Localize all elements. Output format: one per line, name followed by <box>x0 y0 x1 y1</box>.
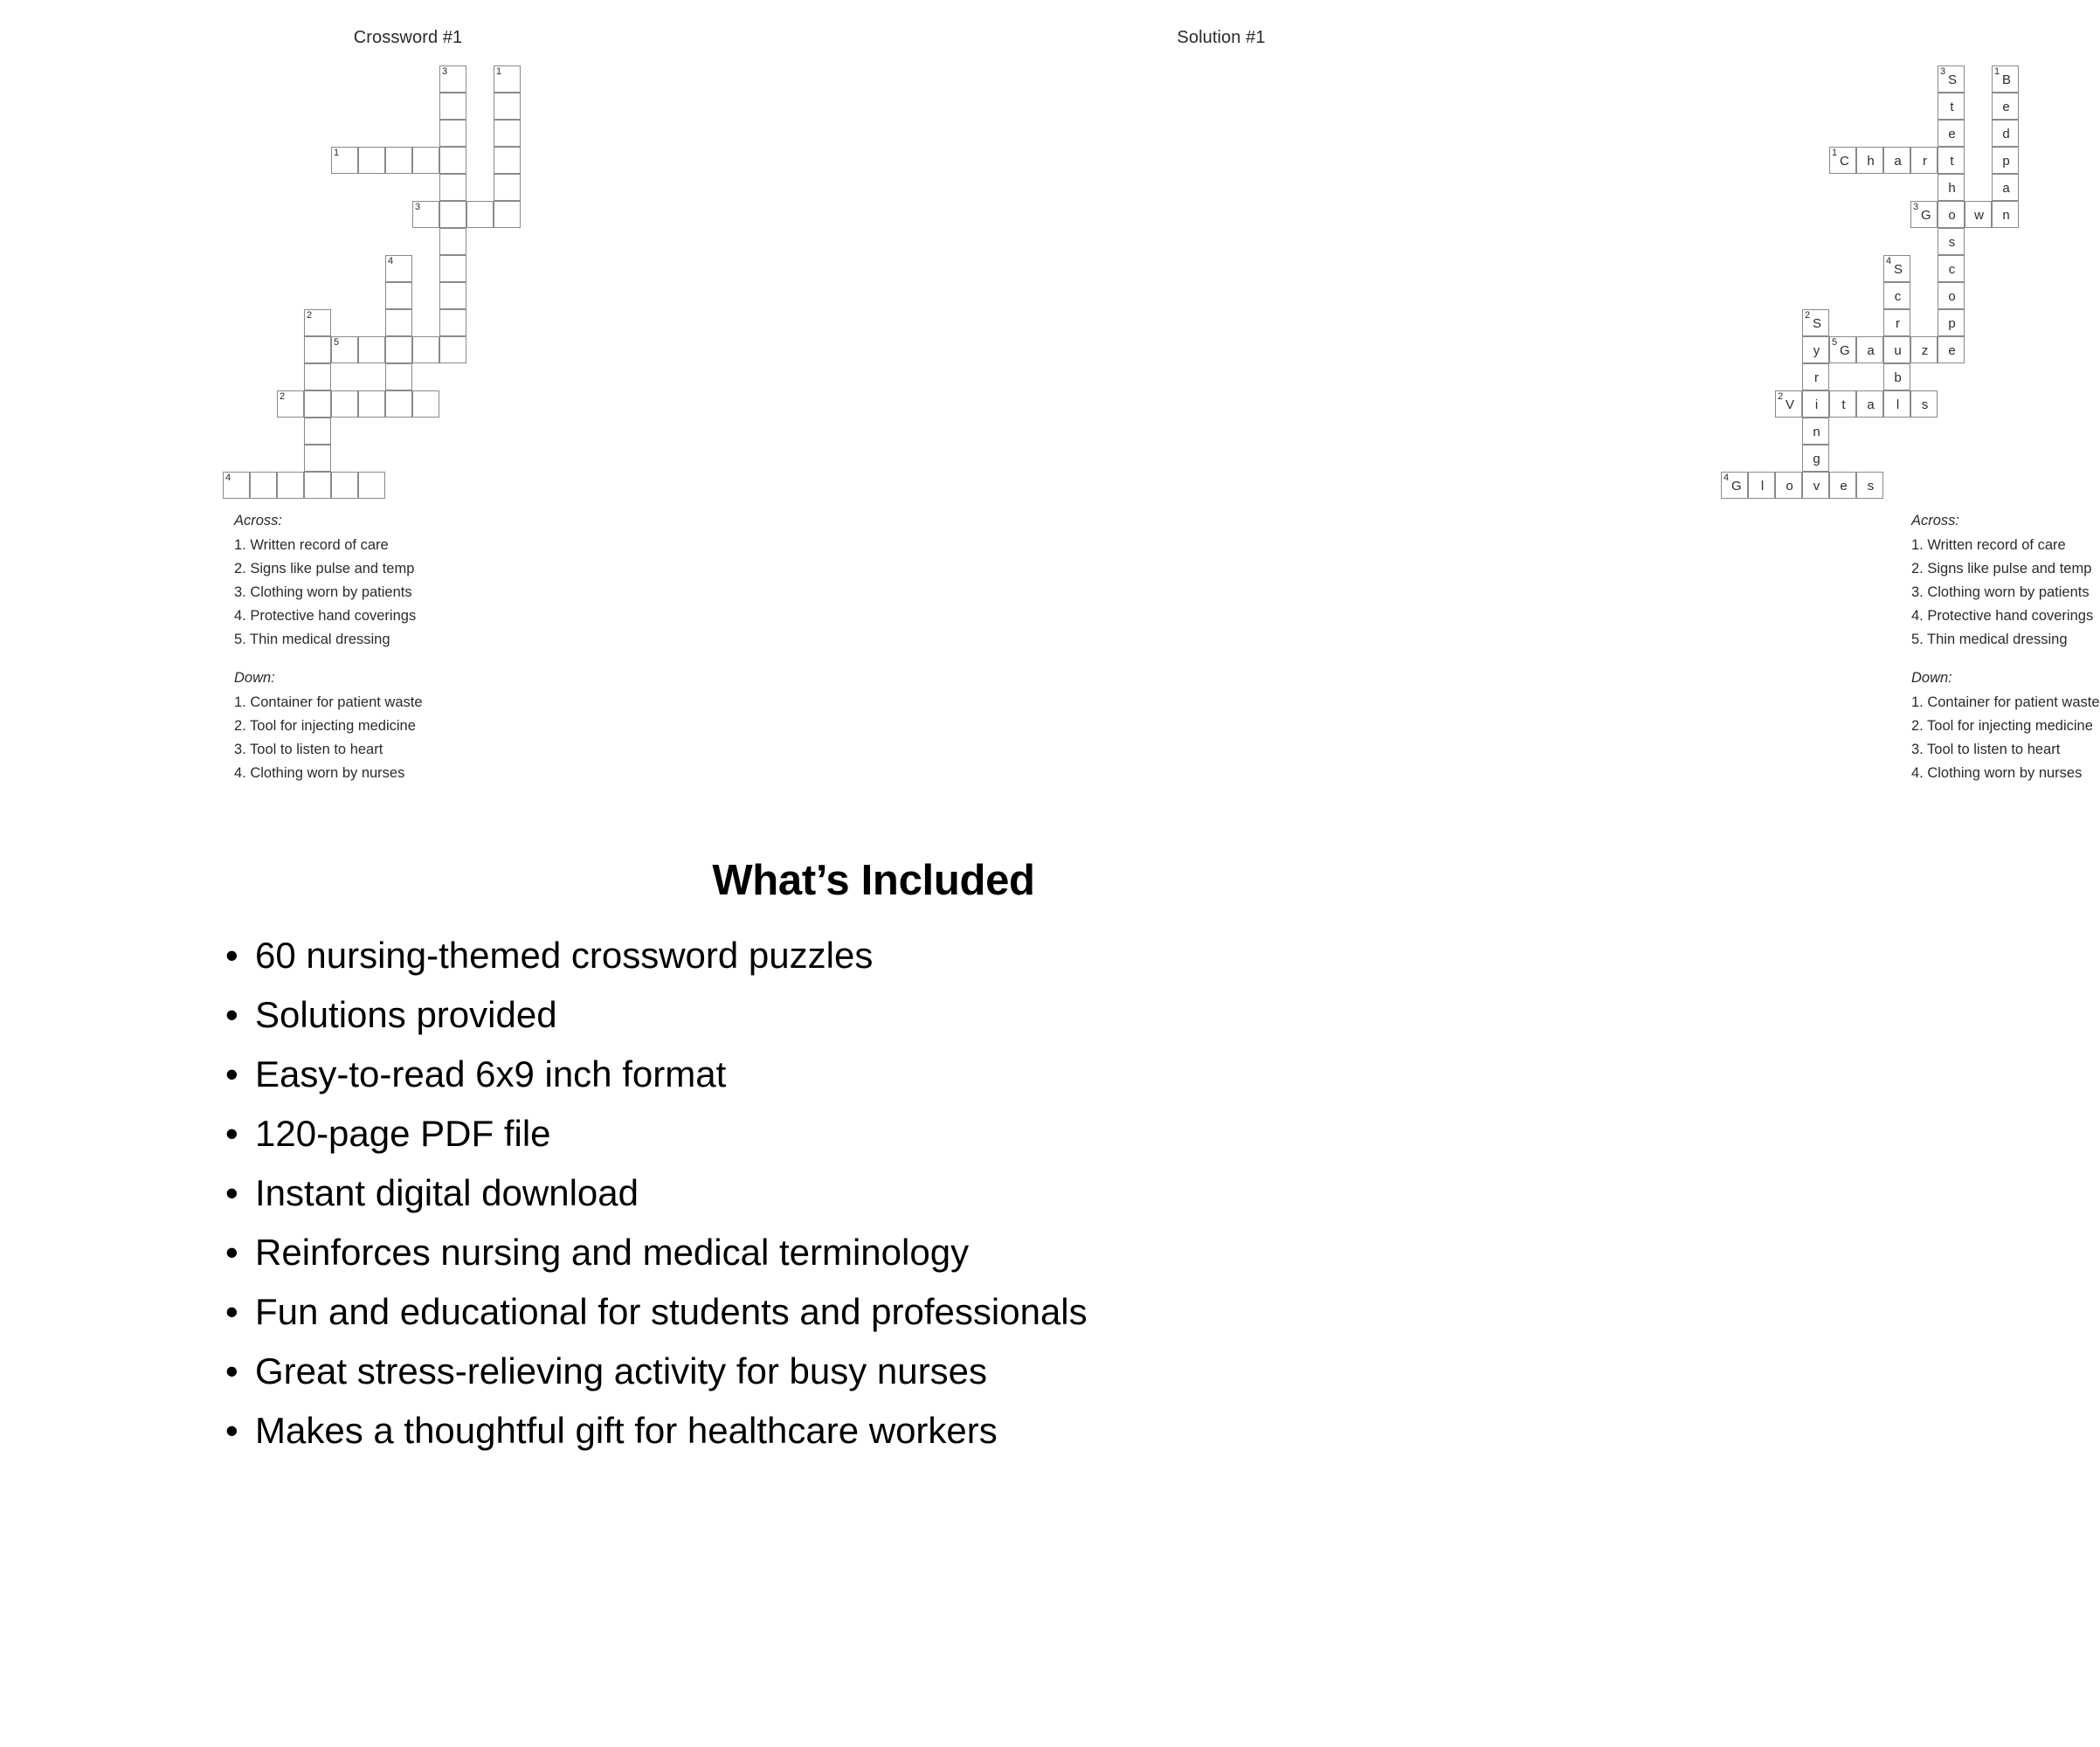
clue-item: 1. Container for patient waste <box>1911 694 2100 710</box>
crossword-cell[interactable] <box>1883 255 1910 282</box>
included-item-label: Fun and educational for students and professionals <box>255 1291 1088 1332</box>
crossword-cell[interactable] <box>494 93 521 120</box>
included-list-item <box>225 1282 1747 1342</box>
crossword-cell[interactable] <box>1938 120 1965 147</box>
included-list-item <box>225 985 1747 1045</box>
crossword-cell[interactable] <box>1775 472 1802 499</box>
crossword-cell[interactable] <box>1829 147 1856 174</box>
included-list-item <box>225 1342 1747 1401</box>
crossword-cell[interactable] <box>1938 174 1965 201</box>
bullet-icon: • <box>225 1410 238 1451</box>
crossword-cell-letter: S <box>1948 73 1958 87</box>
crossword-cell-letter: a <box>1894 154 1902 169</box>
across-clue-list <box>1911 534 2100 652</box>
crossword-cell[interactable] <box>331 336 358 363</box>
crossword-cell-letter: a <box>1867 397 1875 412</box>
clue-item: 1. Written record of care <box>234 537 389 553</box>
crossword-cell[interactable] <box>1938 66 1965 93</box>
crossword-cell[interactable] <box>1856 336 1883 363</box>
crossword-cell-letter: n <box>1813 425 1820 439</box>
crossword-cell-letter: t <box>1950 100 1954 114</box>
clue-item: 4. Protective hand coverings <box>1911 608 2094 624</box>
included-item-label: 120-page PDF file <box>255 1113 551 1154</box>
crossword-cell-letter: c <box>1894 289 1902 304</box>
crossword-cell[interactable] <box>1802 472 1829 499</box>
crossword-cell-letter: t <box>1950 154 1954 169</box>
clue-item: 3. Clothing worn by patients <box>1911 584 2090 600</box>
crossword-puzzle-panel <box>0 0 839 786</box>
crossword-cell[interactable] <box>1938 282 1965 309</box>
crossword-cell-letter: p <box>1948 316 1956 331</box>
clue-item: 1. Container for patient waste <box>234 694 423 710</box>
crossword-cell-letter: h <box>1867 154 1875 169</box>
crossword-cell-letter: B <box>2002 73 2012 87</box>
crossword-title: Crossword #1 <box>353 28 463 47</box>
crossword-cell[interactable] <box>1856 147 1883 174</box>
crossword-cell[interactable] <box>1938 228 1965 255</box>
crossword-cell[interactable] <box>1829 390 1856 418</box>
clue-item: 2. Signs like pulse and temp <box>1911 561 2092 577</box>
crossword-cell[interactable] <box>439 147 466 174</box>
included-item-label: Makes a thoughtful gift for healthcare workers <box>255 1410 998 1451</box>
crossword-cell-number: 4 <box>225 473 231 483</box>
crossword-cell[interactable] <box>304 418 331 445</box>
crossword-cell[interactable] <box>304 390 331 418</box>
crossword-cell[interactable] <box>1829 336 1856 363</box>
included-item-label: Great stress-relieving activity for busy nurses <box>255 1350 987 1391</box>
crossword-cell[interactable] <box>466 201 494 228</box>
crossword-cell-number: 5 <box>1832 337 1838 348</box>
crossword-cell[interactable] <box>412 147 439 174</box>
crossword-cell-number: 2 <box>1778 391 1784 402</box>
crossword-cell[interactable] <box>304 309 331 336</box>
clue-item: 1. Written record of care <box>1911 537 2066 553</box>
clue-item: 3. Clothing worn by patients <box>234 584 412 600</box>
crossword-cell[interactable] <box>439 255 466 282</box>
included-list-item <box>225 1401 1747 1460</box>
crossword-cell-letter: e <box>1840 479 1848 494</box>
crossword-cell[interactable] <box>439 174 466 201</box>
crossword-cell-letter: l <box>1896 397 1900 412</box>
crossword-cell-letter: o <box>1786 479 1793 494</box>
crossword-cell-letter: r <box>1814 370 1819 385</box>
crossword-cell[interactable] <box>1992 147 2019 174</box>
bullet-icon: • <box>225 1172 238 1213</box>
clue-item: 2. Signs like pulse and temp <box>234 561 415 577</box>
crossword-cell-number: 5 <box>334 337 340 348</box>
clue-group-gap <box>234 652 423 666</box>
crossword-cell-number: 3 <box>442 66 448 77</box>
crossword-cell[interactable] <box>1856 472 1883 499</box>
crossword-cell[interactable] <box>1883 147 1910 174</box>
crossword-cell[interactable] <box>494 174 521 201</box>
crossword-cell[interactable] <box>1856 390 1883 418</box>
crossword-cell[interactable] <box>331 390 358 418</box>
crossword-cell[interactable] <box>439 282 466 309</box>
crossword-cell[interactable] <box>1992 120 2019 147</box>
crossword-cell[interactable] <box>358 336 385 363</box>
crossword-cell[interactable] <box>1992 201 2019 228</box>
crossword-cell-letter: s <box>1867 479 1875 494</box>
solution-title: Solution #1 <box>1177 28 1266 47</box>
crossword-cell-letter: z <box>1921 343 1929 358</box>
crossword-cell[interactable] <box>439 120 466 147</box>
crossword-cell[interactable] <box>223 472 250 499</box>
crossword-cell[interactable] <box>439 66 466 93</box>
crossword-cell-letter: e <box>1948 127 1956 142</box>
crossword-cell[interactable] <box>494 147 521 174</box>
crossword-cell[interactable] <box>358 147 385 174</box>
down-clue-list <box>234 691 423 785</box>
whats-included-title: What’s Included <box>712 857 1035 904</box>
crossword-cell[interactable] <box>1802 309 1829 336</box>
crossword-cell[interactable] <box>277 390 304 418</box>
crossword-cell-number: 4 <box>1886 256 1892 266</box>
crossword-cell-number: 3 <box>1940 66 1946 77</box>
crossword-cell-letter: n <box>2002 208 2010 223</box>
included-item-label: Solutions provided <box>255 994 557 1035</box>
crossword-cell[interactable] <box>1883 390 1910 418</box>
included-list-item <box>225 1223 1747 1282</box>
crossword-cell[interactable] <box>385 363 412 390</box>
clue-item: 2. Tool for injecting medicine <box>1911 718 2093 734</box>
crossword-cell-letter: s <box>1948 235 1956 250</box>
crossword-cell[interactable] <box>439 309 466 336</box>
crossword-cell[interactable] <box>304 445 331 472</box>
crossword-cell-letter: c <box>1948 262 1956 277</box>
crossword-cell-letter: G <box>1731 479 1742 494</box>
crossword-cell[interactable] <box>439 336 466 363</box>
bullet-icon: • <box>225 935 238 976</box>
included-item-label: Reinforces nursing and medical terminology <box>255 1232 970 1273</box>
crossword-cell[interactable] <box>494 120 521 147</box>
crossword-cell-number: 1 <box>334 148 340 158</box>
down-clue-list <box>1911 691 2100 785</box>
crossword-cell[interactable] <box>439 228 466 255</box>
crossword-cell-letter: b <box>1894 370 1902 385</box>
crossword-cell[interactable] <box>494 66 521 93</box>
crossword-cell[interactable] <box>304 363 331 390</box>
crossword-cell[interactable] <box>1775 390 1802 418</box>
crossword-cell[interactable] <box>1938 201 1965 228</box>
whats-included-list <box>0 926 1747 1460</box>
crossword-cell-number: 2 <box>1805 310 1811 321</box>
crossword-cell[interactable] <box>1802 390 1829 418</box>
crossword-cell-letter: w <box>1974 208 1984 223</box>
included-item-label: Instant digital download <box>255 1172 639 1213</box>
crossword-cell-letter: o <box>1948 289 1956 304</box>
crossword-cell[interactable] <box>1992 174 2019 201</box>
crossword-cell-letter: G <box>1921 208 1931 223</box>
crossword-cell[interactable] <box>385 282 412 309</box>
included-list-item <box>225 1045 1747 1104</box>
crossword-cell-letter: p <box>2002 154 2010 169</box>
crossword-cell-number: 2 <box>280 391 286 402</box>
crossword-cell[interactable] <box>1883 336 1910 363</box>
crossword-cell-letter: S <box>1894 262 1903 277</box>
crossword-cell-letter: S <box>1813 316 1822 331</box>
crossword-cell[interactable] <box>1802 445 1829 472</box>
crossword-cell-letter: r <box>1923 154 1927 169</box>
crossword-cell[interactable] <box>494 201 521 228</box>
included-list-item <box>225 926 1747 985</box>
crossword-cell-letter: l <box>1760 479 1765 494</box>
crossword-cell-letter: u <box>1894 343 1902 358</box>
crossword-cell-letter: e <box>1948 343 1956 358</box>
crossword-cell[interactable] <box>1992 93 2019 120</box>
bullet-icon: • <box>225 1232 238 1273</box>
clue-item: 4. Protective hand coverings <box>234 608 417 624</box>
crossword-cell[interactable] <box>412 336 439 363</box>
crossword-cell[interactable] <box>1938 93 1965 120</box>
across-clue-list <box>234 534 423 652</box>
crossword-cell[interactable] <box>1883 309 1910 336</box>
crossword-cell-letter: r <box>1896 316 1900 331</box>
crossword-cell[interactable] <box>439 201 466 228</box>
crossword-cell-letter: C <box>1840 154 1849 169</box>
clue-item: 3. Tool to listen to heart <box>1911 742 2061 757</box>
crossword-cell-letter: i <box>1814 397 1819 412</box>
crossword-cell[interactable] <box>1938 336 1965 363</box>
crossword-cell-number: 3 <box>1913 202 1919 212</box>
crossword-cell[interactable] <box>1910 390 1938 418</box>
crossword-cell-number: 4 <box>388 256 394 266</box>
crossword-cell[interactable] <box>385 255 412 282</box>
across-heading: Across: <box>234 513 283 528</box>
crossword-cell-letter: V <box>1786 397 1795 412</box>
clue-item: 5. Thin medical dressing <box>234 632 390 647</box>
clue-item: 4. Clothing worn by nurses <box>1911 765 2083 781</box>
crossword-cell[interactable] <box>412 201 439 228</box>
clue-item: 4. Clothing worn by nurses <box>234 765 405 781</box>
crossword-cell[interactable] <box>439 93 466 120</box>
crossword-cell[interactable] <box>1748 472 1775 499</box>
crossword-cell[interactable] <box>304 472 331 499</box>
included-list-item <box>225 1164 1747 1223</box>
crossword-cell[interactable] <box>385 336 412 363</box>
bullet-icon: • <box>225 994 238 1035</box>
crossword-cell[interactable] <box>1938 309 1965 336</box>
crossword-cell[interactable] <box>1802 363 1829 390</box>
crossword-cell[interactable] <box>1802 336 1829 363</box>
across-heading: Across: <box>1911 513 1960 528</box>
bullet-icon: • <box>225 1291 238 1332</box>
clue-group-gap <box>1911 652 2100 666</box>
clue-item: 2. Tool for injecting medicine <box>234 718 416 734</box>
crossword-cell-letter: s <box>1921 397 1929 412</box>
crossword-cell[interactable] <box>1965 201 1992 228</box>
crossword-cell[interactable] <box>277 472 304 499</box>
crossword-cell-letter: G <box>1840 343 1850 358</box>
crossword-cell[interactable] <box>1883 363 1910 390</box>
crossword-cell[interactable] <box>358 472 385 499</box>
crossword-cell-number: 1 <box>496 66 502 77</box>
puzzles-section <box>0 0 2100 786</box>
crossword-cell-letter: o <box>1948 208 1956 223</box>
crossword-cell-letter: y <box>1813 343 1820 358</box>
crossword-cell[interactable] <box>412 390 439 418</box>
crossword-cell-number: 3 <box>415 202 421 212</box>
bullet-icon: • <box>225 1053 238 1094</box>
crossword-cell[interactable] <box>1802 418 1829 445</box>
crossword-cell[interactable] <box>1883 282 1910 309</box>
crossword-cell-letter: a <box>1867 343 1875 358</box>
crossword-cell[interactable] <box>1829 472 1856 499</box>
crossword-cell[interactable] <box>250 472 277 499</box>
crossword-cell[interactable] <box>331 472 358 499</box>
crossword-cell-number: 2 <box>307 310 313 321</box>
down-heading: Down: <box>1911 670 1952 686</box>
crossword-cell-letter: g <box>1813 452 1820 466</box>
crossword-cell[interactable] <box>358 390 385 418</box>
crossword-cell[interactable] <box>1938 255 1965 282</box>
crossword-cell[interactable] <box>1910 336 1938 363</box>
bullet-icon: • <box>225 1350 238 1391</box>
crossword-cell[interactable] <box>1938 147 1965 174</box>
crossword-cell-letter: e <box>2002 100 2010 114</box>
crossword-cell[interactable] <box>1910 147 1938 174</box>
clue-item: 3. Tool to listen to heart <box>234 742 383 757</box>
crossword-cell[interactable] <box>1910 201 1938 228</box>
solution-clues <box>1911 509 2100 785</box>
crossword-cell[interactable] <box>1992 66 2019 93</box>
crossword-cell-number: 1 <box>1832 148 1838 158</box>
crossword-cell[interactable] <box>385 147 412 174</box>
crossword-cell-letter: h <box>1948 181 1956 196</box>
clue-item: 5. Thin medical dressing <box>1911 632 2068 647</box>
crossword-cell[interactable] <box>1721 472 1748 499</box>
crossword-cell-number: 4 <box>1724 473 1730 483</box>
crossword-cell-letter: d <box>2002 127 2010 142</box>
crossword-cell[interactable] <box>385 390 412 418</box>
bullet-icon: • <box>225 1113 238 1154</box>
included-item-label: Easy-to-read 6x9 inch format <box>255 1053 727 1094</box>
crossword-cell-letter: a <box>2002 181 2010 196</box>
included-item-label: 60 nursing-themed crossword puzzles <box>255 935 874 976</box>
crossword-cell[interactable] <box>304 336 331 363</box>
crossword-cell[interactable] <box>331 147 358 174</box>
crossword-cell[interactable] <box>385 309 412 336</box>
included-list-item <box>225 1104 1747 1164</box>
crossword-cell-number: 1 <box>1994 66 2000 77</box>
solution-panel <box>839 0 2100 786</box>
crossword-cell-letter: v <box>1813 479 1820 494</box>
crossword-cell-letter: t <box>1841 397 1846 412</box>
down-heading: Down: <box>234 670 275 686</box>
whats-included-section <box>0 856 1747 1460</box>
crossword-clues <box>234 509 423 785</box>
